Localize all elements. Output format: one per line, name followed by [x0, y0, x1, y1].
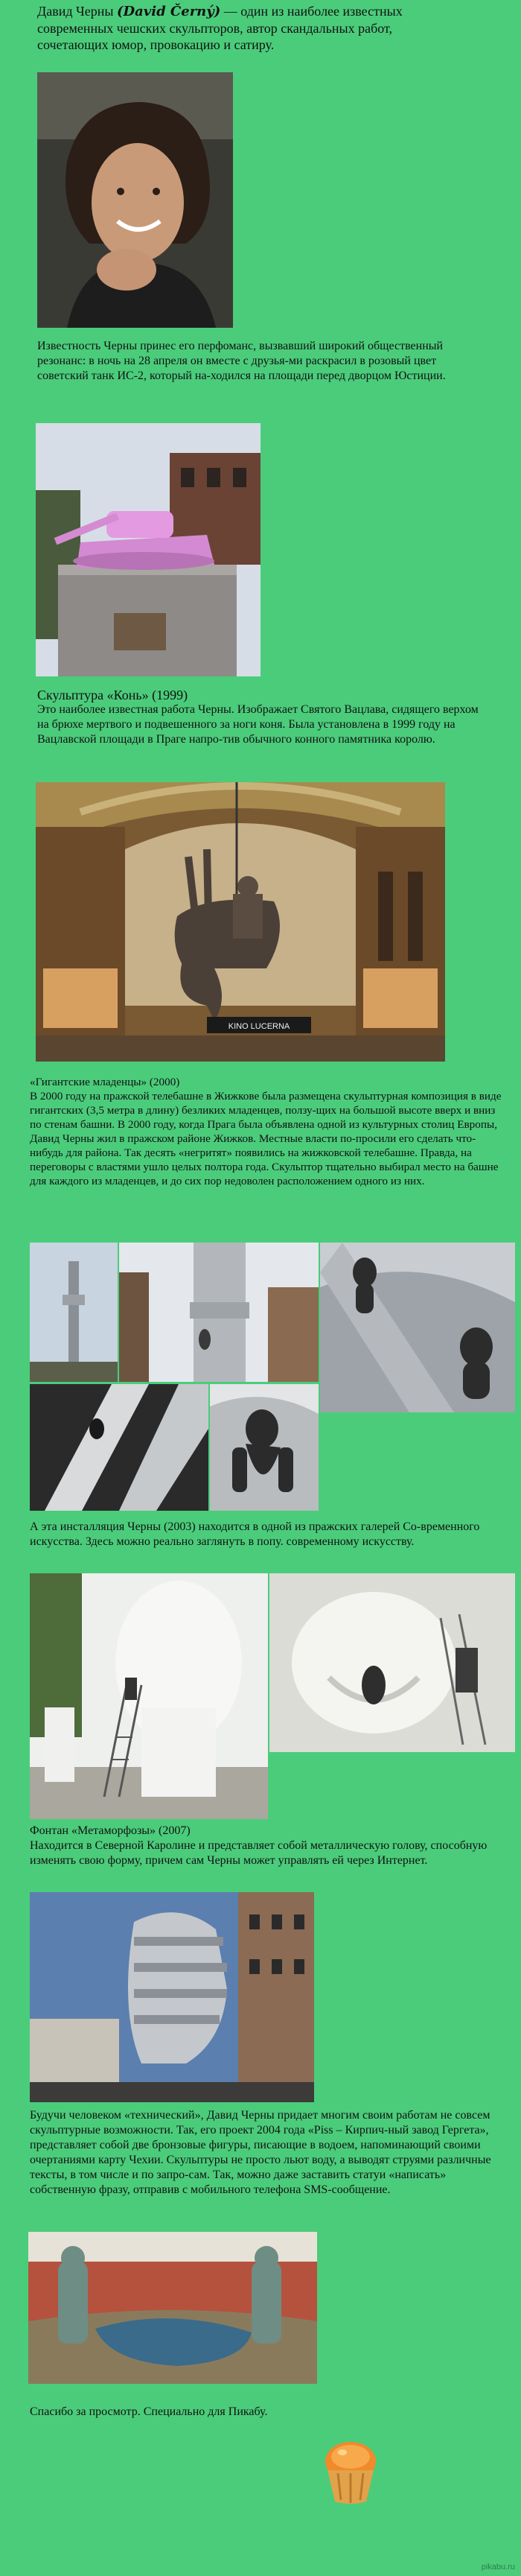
tank-paragraph: Известность Черны принес его перфоманс, вызвавший широкий общественный резонанс: в ночь на 28 апреля он вместе с друзья-ми раскрасил в розовый цвет советский танк ИС-2, который на-ходился на площади перед дворцом Юстиции.	[37, 340, 446, 382]
babies-title: «Гигантские младенцы» (2000)	[30, 1076, 180, 1088]
horse-section	[37, 688, 484, 747]
tower-closeup-photo	[119, 1243, 319, 1382]
baby-on-tower-photo	[320, 1243, 515, 1412]
fountain-title: Фонтан «Метаморфозы» (2007)	[30, 1824, 191, 1837]
artist-name: Давид Черны	[37, 4, 114, 19]
watermark: pikabu.ru	[481, 2563, 515, 2572]
tv-tower-photo	[30, 1243, 118, 1382]
fountain-section	[30, 1824, 491, 1868]
intro-paragraph	[37, 3, 439, 53]
pink-tank-photo	[36, 423, 260, 676]
installation-paragraph: А эта инсталляция Черны (2003) находится в одной из пражских галерей Со-временного искусства. Здесь можно реально заглянуть в попу. современному искусству.	[30, 1520, 480, 1548]
fountain-paragraph: Находится в Северной Каролине и представляет собой металлическую голову, способную изменять свою форму, причем сам Черны может управлять ей через Интернет.	[30, 1839, 488, 1867]
piss-paragraph: Будучи человеком «технический», Давид Черны придает многим своим работам не совсем скульптурные возможности. Так, его проект 2004 года «Piss – Кирпич-ный завод Гергета», представляет собой две бронзовые фигуры, писающие в водоем, напоминающий своими очертаниями карту Чехии. Скульптуры не просто льют воду, а выводят струями различные тексты, в том числе и по запро-сам. Так, можно даже заставить статуи «написать» собственную фразу, отправив с мобильного телефона SMS-сообщение.	[30, 2109, 491, 2196]
crawling-baby-photo	[210, 1384, 319, 1511]
installation-closeup-photo	[269, 1573, 515, 1752]
thanks-text: Спасибо за просмотр. Специально для Пикабу.	[30, 2405, 268, 2418]
installation-ladder-photo	[30, 1573, 268, 1819]
horse-sculpture-photo	[36, 782, 445, 1062]
intro-rest: — один из наиболее известных современных чешских скульпторов, автор скандальных работ, сочетающих юмор, провокацию и сатиру.	[37, 4, 403, 52]
piss-fountain-photo	[28, 2232, 317, 2384]
horse-title: Скульптура «Конь» (1999)	[37, 688, 188, 702]
portrait-photo	[37, 72, 233, 328]
babies-section	[30, 1075, 506, 1188]
kino-lucerna-sign: KINO LUCERNA	[228, 1022, 290, 1031]
tower-pillars-photo	[30, 1384, 208, 1511]
cupcake-icon	[320, 2437, 381, 2506]
metamorphosis-head-photo	[30, 1892, 314, 2102]
horse-paragraph: Это наиболее известная работа Черны. Изображает Святого Вацлава, сидящего верхом на брюхе мертвого и подвешенного за ноги коня. Была установлена в 1999 году на Вацлавской площади в Праге напро-тив обычного конного памятника королю.	[37, 703, 479, 746]
artist-name-latin: (David Černý)	[116, 4, 221, 19]
babies-paragraph: В 2000 году на пражской телебашне в Жижкове была размещена скульптурная композиция в виде гигантских (3,5 метра в длину) безликих младенцев, ползу-щих на большой высоте вверх и вниз по стенам башни. В 2000 году, когда Прага была объявлена одной из культурных столиц Европы, Давид Черны жил в пражском районе Жижков. Местные власти по-просили его сделать что-нибудь для района. Так десять «негритят» появились на жижковской телебашне. Правда, на переговоры с властями ушло целых полтора года. Скульптор тщательно выбирал место на башне для каждого из младенцев, и до сих пор недоволен расположением одного из них.	[30, 1090, 502, 1187]
